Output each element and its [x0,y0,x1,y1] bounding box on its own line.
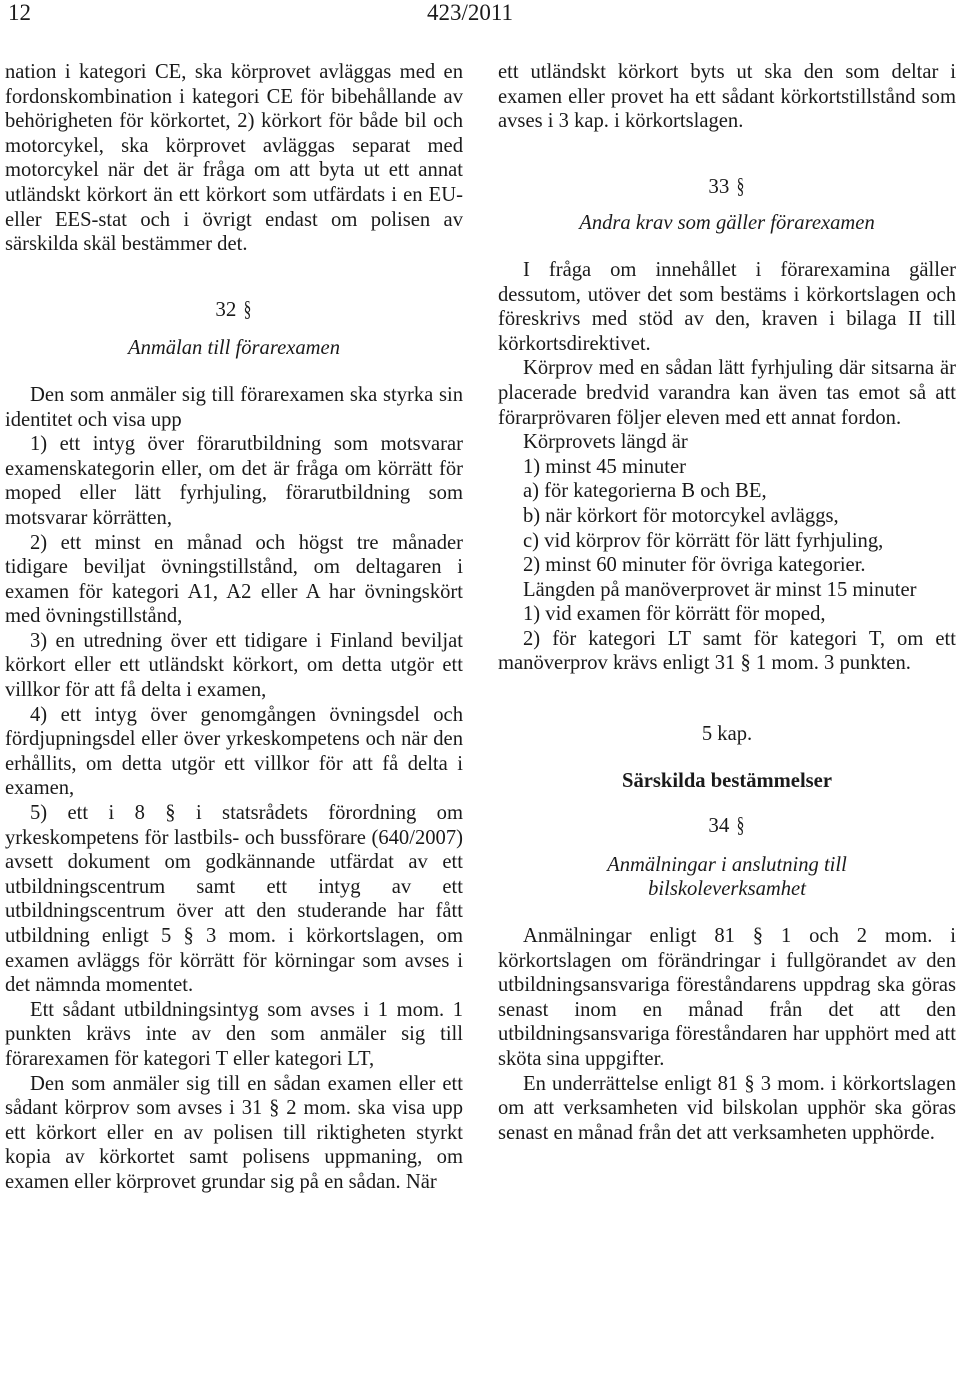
section-sign: § [243,295,251,321]
paragraph: Körprovets längd är [523,431,688,454]
paragraph: En underrättelse enligt 81 § 3 mom. i körkortslagen om att verksamheten vid bilskolan upphör ska göras senast en månad från det att verksamheten upphörde. [498,1072,956,1144]
paragraph: Anmälningar enligt 81 § 1 och 2 mom. i körkortslagen om förändringar i fullgörandet av den utbildningsansvariga föreståndarens uppdrag ska göras senast inom en månad från det att den utbildningsansvariga föreståndaren har upphört med att sköta sina uppgifter. [498,925,956,1070]
section-33-title: Andra krav som gäller förarexamen [579,212,875,235]
paragraph: Ett sådant utbildningsintyg som avses i 1 mom. 1 punkten krävs inte av den som anmäler sig till förarexamen för kategori T eller kategori LT, [5,998,463,1070]
section-34-body [498,924,956,1145]
section-33-heading [498,174,956,200]
section-sign: § [736,172,744,198]
section-number: 33 [708,173,730,198]
paragraph: Den som anmäler sig till en sådan examen eller ett sådant körprov som avses i 31 § 2 mom. ska visa upp ett körkort eller en av polisen till riktigheten styrkt kopia av körkortet samt polisens uppmaning, om examen eller körprovet grundar sig på en sådan. När [5,1072,463,1193]
paragraph: Längden på manöverprovet är minst 15 minuter [523,578,917,601]
paragraph: I fråga om innehållet i förarexamina gäller dessutom, utöver det som bestäms i körkortslagen och föreskrivs med stöd av den, kraven i bilaga II till körkortsdirektivet. [498,258,956,355]
section-number: 32 [215,296,237,321]
section-34-title [498,853,956,902]
right-column [498,60,956,1145]
paragraph: 2) ett minst en månad och högst tre månader tidigare beviljat övningstillstånd, om deltagaren i examen för kategori A1, A2 eller A har övningskört med övningstillstånd, [5,531,463,628]
paragraph: 1) minst 45 minuter [523,455,687,478]
paragraph: 1) vid examen för körrätt för moped, [523,603,826,626]
section-33-body [498,258,956,676]
paragraph: 2) minst 60 minuter för övriga kategorier. [523,554,866,577]
paragraph: 1) ett intyg över förarutbildning som motsvarar examenskategorin eller, om det är fråga om körrätt för moped eller lätt fyrhjuling, förarutbildning som motsvarar körrätten, [5,433,463,529]
section-34-title-line-1: Anmälningar i anslutning till [607,853,847,876]
paragraph: Körprov med en sådan lätt fyrhjuling där sitsarna är placerade bredvid varandra kan även tas emot så att förarprövaren följer eleven med ett annat fordon. [498,357,956,429]
paragraph: 4) ett intyg över genomgången övningsdel och fördjupningsdel eller över yrkeskompetens och när den erhållits, om detta utgör ett villkor för att få delta i examen, [5,703,463,800]
section-34-heading [498,813,956,839]
page-header [0,0,960,30]
section-number: 34 [708,813,730,838]
paragraph: b) när körkort för motorcykel avläggs, [523,504,839,527]
section-32-body [5,383,463,1195]
document-number: 423/2011 [427,0,514,25]
paragraph: 2) för kategori LT samt för kategori T, om ett manöverprov krävs enligt 31 § 1 mom. 3 punkten. [498,627,956,675]
left-column [5,60,463,1195]
chapter-number: 5 kap. [701,723,753,746]
section-32-title: Anmälan till förarexamen [127,337,340,360]
paragraph: 3) en utredning över ett tidigare i Finland beviljat körkort eller ett utländskt körkort, om detta utgör ett villkor för att få delta i examen, [5,629,463,702]
paragraph: c) vid körprov för körrätt för lätt fyrhjuling, [523,529,884,552]
section-34-title-line-2: bilskoleverksamhet [648,878,806,901]
paragraph: 5) ett i 8 § i statsrådets förordning om yrkeskompetens för lastbils- och bussförare (640/2007) avsett dokument om godkännande utfärdat av ett utbildningscentrum samt ett intyg av ett utbildningscentrum över att den studerande har fått utbildning enligt 5 § 3 mom. i körkortslagen, om examen avläggs för körrätt för körningar som avses i det nämnda momentet. [5,802,463,997]
paragraph: a) för kategorierna B och BE, [523,480,767,503]
page-number: 12 [8,0,31,25]
section-32-heading [5,297,463,323]
section-sign: § [736,812,744,838]
paragraph: Den som anmäler sig till förarexamen ska styrka sin identitet och visa upp [5,383,463,431]
continued-paragraph: ett utländskt körkort byts ut ska den som deltar i examen eller provet ha ett sådant körkortstillstånd som avses i 3 kap. i körkortslagen. [498,61,956,133]
chapter-title: Särskilda bestämmelser [622,769,832,792]
continued-paragraph: nation i kategori CE, ska körprovet avläggas med en fordonskombination i kategori CE för bibehållande av behörigheten för körkortet, 2) körkort för både bil och motorcykel, ska körprovet avläggas separat med motorcykel när det är fråga om att byta ut ett annat utländskt körkort än ett körkort som utfärdats i en EU- eller EES-stat och i övrigt endast om polisen av särskilda skäl bestämmer det. [5,61,463,256]
